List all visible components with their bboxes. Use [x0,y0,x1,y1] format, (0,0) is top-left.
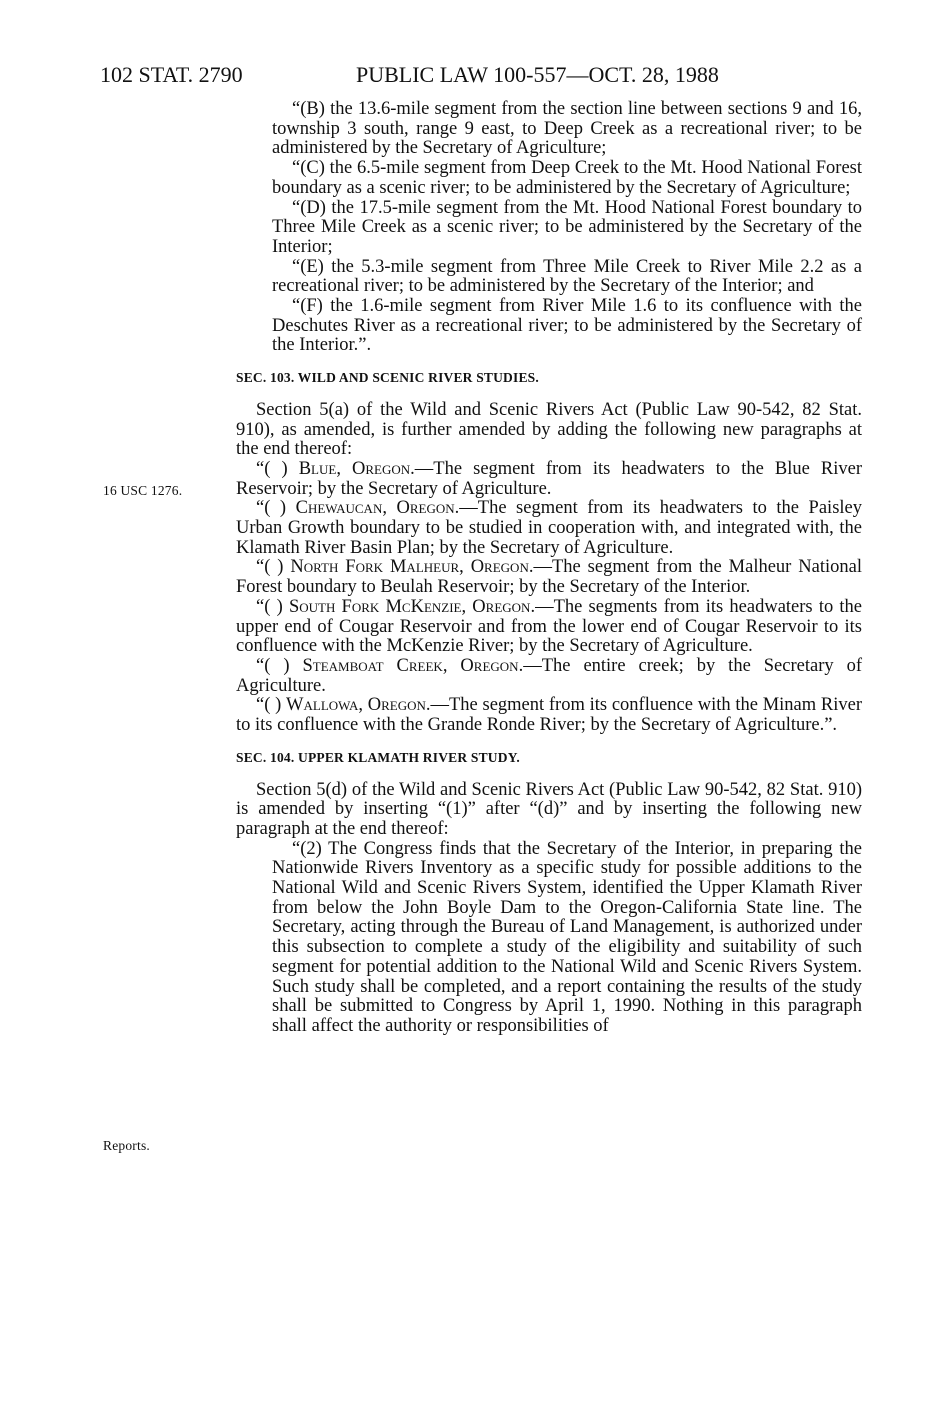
item-text: .—The segments from its headwaters to the upper end of Cougar Reservoir and from the lower end of Cougar Reservoir to its confluence with the McKenzie River; by the Secretary of Agriculture. [236,596,863,657]
section-104-heading: SEC. 104. UPPER KLAMATH RIVER STUDY. [236,749,520,765]
study-item-steamboat-creek [236,657,862,696]
item-text: .—The segment from its headwaters to the Blue River Reservoir; by the Secretary of Agriculture. [236,458,862,499]
item-prefix: “( ) [256,695,287,716]
item-river-name: South Fork McKenzie, Oregon [288,596,531,617]
item-river-name: Wallowa, Oregon [286,695,426,716]
clause-b: “(B) the 13.6-mile segment from the section line between sections 9 and 16, township 3 south, range 9 east, to Deep Creek as a recreational river; to be administered by the Secretary of Agriculture; [272,99,862,159]
item-prefix: “( ) [256,557,291,578]
item-river-name: Chewaucan, Oregon [295,498,455,519]
study-item-north-fork-malheur [236,558,862,597]
item-river-name: Blue, Oregon [298,458,411,479]
clause-c: “(C) the 6.5-mile segment from Deep Creek to the Mt. Hood National Forest boundary as a scenic river; to be administered by the Secretary of Agriculture; [272,158,862,198]
item-prefix: “( ) [256,498,296,519]
document-body [236,100,862,1037]
item-prefix: “( ) [256,655,303,676]
item-river-name: North Fork Malheur, Oregon [290,557,529,578]
item-text: .—The segment from its confluence with the Minam River to its confluence with the Grande Ronde River; by the Secretary of Agriculture.”. [236,695,862,736]
item-prefix: “( ) [256,596,289,617]
item-river-name: Steamboat Creek, Oregon [302,655,519,676]
study-item-blue [236,460,862,499]
item-text: .—The entire creek; by the Secretary of Agriculture. [236,655,862,696]
margin-note-usc: 16 USC 1276. [103,483,183,498]
margin-note-reports: Reports. [103,1138,150,1153]
section-103-intro: Section 5(a) of the Wild and Scenic Rivers Act (Public Law 90-542, 82 Stat. 910), as amended, is further amended by adding the following new paragraphs at the end thereof: [236,399,862,460]
clause-f: “(F) the 1.6-mile segment from River Mile 1.6 to its confluence with the Deschutes River as a recreational river; to be administered by the Secretary of the Interior.”. [272,296,862,356]
item-prefix: “( ) [256,458,299,479]
study-item-chewaucan [236,499,862,558]
section-104-paragraph-2: “(2) The Congress finds that the Secretary of the Interior, in preparing the Nationwide Rivers Inventory as a specific study for possible additions to the National Wild and Scenic Rivers System, identified the Upper Klamath River from below the John Boyle Dam to the Oregon-California State line. The Secretary, acting through the Bureau of Land Management, is authorized under this subsection to complete a study of the eligibility and suitability of such segment for potential addition to the National Wild and Scenic Rivers System. Such study shall be completed, and a report containing the results of the study shall be submitted to Congress by April 1, 1990. Nothing in this paragraph shall affect the authority or responsibilities of [272,838,862,1036]
clause-d: “(D) the 17.5-mile segment from the Mt. Hood National Forest boundary to Three Mile Creek as a scenic river; to be administered by the Secretary of the Interior; [272,197,862,257]
item-text: .—The segment from the Malheur National Forest boundary to Beulah Reservoir; by the Secretary of the Interior. [236,557,862,598]
study-item-wallowa [236,696,862,735]
section-103-heading: SEC. 103. WILD AND SCENIC RIVER STUDIES. [236,370,539,386]
page-stat-number: 102 STAT. 2790 [100,62,243,87]
section-104-intro: Section 5(d) of the Wild and Scenic Rivers Act (Public Law 90-542, 82 Stat. 910) is amended by inserting “(1)” after “(d)” and by inserting the following new paragraph at the end thereof: [236,779,862,839]
clause-e: “(E) the 5.3-mile segment from Three Mile Creek to River Mile 2.2 as a recreational river; to be administered by the Secretary of the Interior; and [272,256,862,297]
page-running-head: PUBLIC LAW 100-557—OCT. 28, 1988 [356,62,719,87]
item-text: .—The segment from its headwaters to the Paisley Urban Growth boundary to be studied in cooperation with, and integrated with, the Klamath River Basin Plan; by the Secretary of Agriculture. [236,498,862,558]
study-item-south-fork-mckenzie [236,598,862,657]
